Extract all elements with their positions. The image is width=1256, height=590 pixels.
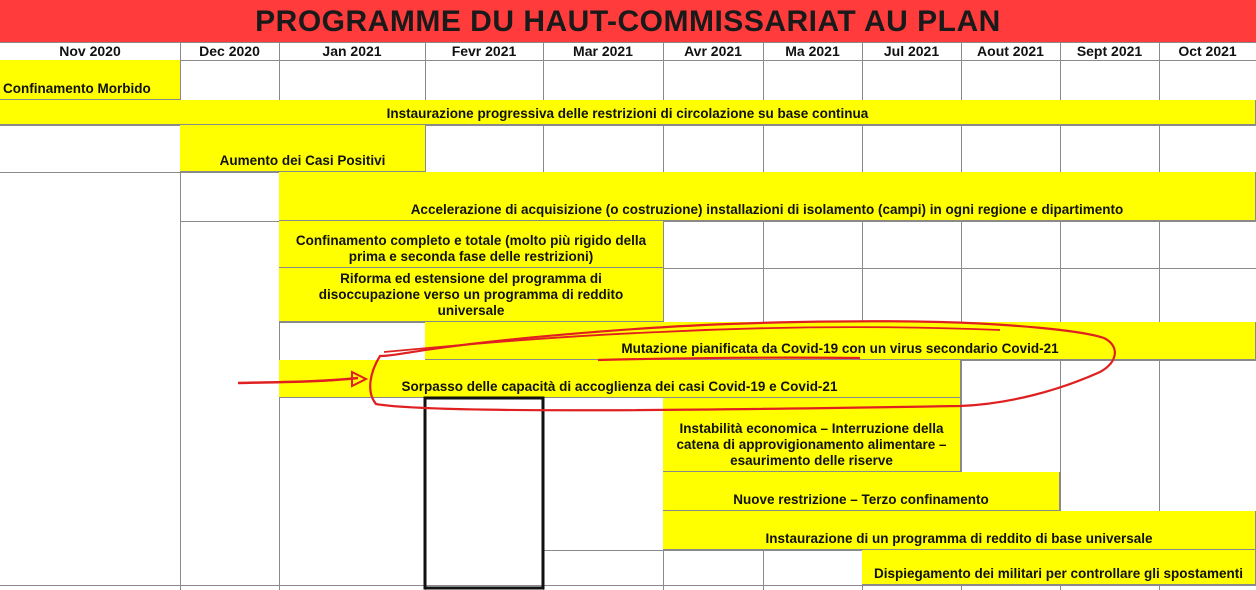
event-label: Riforma ed estensione del programma di disoccupazione verso un programma di reddito universale — [318, 271, 624, 318]
month-header-oct: Oct 2021 — [1178, 43, 1237, 59]
event-confinamento-completo — [279, 221, 664, 268]
event-label: Sorpasso delle capacità di accoglienza dei casi Covid-19 e Covid-21 — [401, 379, 838, 394]
month-header-fevr: Fevr 2021 — [451, 43, 517, 59]
event-accelerazione — [279, 172, 1256, 221]
page-title: PROGRAMME DU HAUT-COMMISSARIAT AU PLAN — [0, 0, 1256, 42]
event-label: Confinamento Morbido — [3, 81, 151, 96]
event-sorpasso — [279, 360, 961, 398]
month-header-avr: Avr 2021 — [684, 43, 742, 59]
grid-line — [0, 60, 1256, 61]
month-header-jan: Jan 2021 — [322, 43, 382, 59]
event-mutazione — [425, 322, 1256, 360]
event-label: Instabilità economica – Interruzione della catena di approvigionamento alimentare – esaurimento delle riserve — [676, 421, 947, 468]
grid-line — [0, 585, 1256, 586]
grid-line — [663, 268, 1256, 269]
month-header-dec: Dec 2020 — [199, 43, 260, 59]
month-header-sept: Sept 2021 — [1076, 43, 1143, 59]
grid-line — [0, 42, 1256, 43]
month-header-jul: Jul 2021 — [883, 43, 940, 59]
event-label: Accelerazione di acquisizione (o costruzione) installazioni di isolamento (campi) in ogni regione e dipartimento — [410, 202, 1124, 217]
event-instaurazione-restrizioni — [0, 100, 1256, 125]
event-label: Nuove restrizione – Terzo confinamento — [733, 492, 989, 507]
event-label: Aumento dei Casi Positivi — [219, 153, 386, 168]
event-label: Mutazione pianificata da Covid-19 con un virus secondario Covid-21 — [621, 341, 1059, 356]
event-label: Confinamento completo e totale (molto più rigido della prima e seconda fase delle restrizioni) — [295, 233, 647, 264]
event-label: Dispiegamento dei militari per controllare gli spostamenti — [873, 566, 1244, 581]
event-militari — [862, 550, 1256, 585]
event-nuove-restrizione — [663, 472, 1060, 511]
event-confinamento-morbido — [0, 60, 181, 100]
grid-line — [961, 360, 1256, 361]
month-header-mar: Mar 2021 — [573, 43, 633, 59]
event-label: Instaurazione progressiva delle restrizioni di circolazione su base continua — [386, 106, 869, 121]
event-riforma — [279, 268, 664, 322]
grid-line — [543, 550, 862, 551]
month-header-nov: Nov 2020 — [59, 43, 121, 59]
event-aumento-casi — [180, 125, 426, 172]
highlight-box — [425, 398, 543, 588]
event-instabilita — [663, 398, 961, 472]
month-header-aout: Aout 2021 — [977, 43, 1044, 59]
event-label: Instaurazione di un programma di reddito di base universale — [765, 531, 1153, 546]
month-header-ma: Ma 2021 — [785, 43, 840, 59]
event-reddito-base — [663, 511, 1256, 550]
